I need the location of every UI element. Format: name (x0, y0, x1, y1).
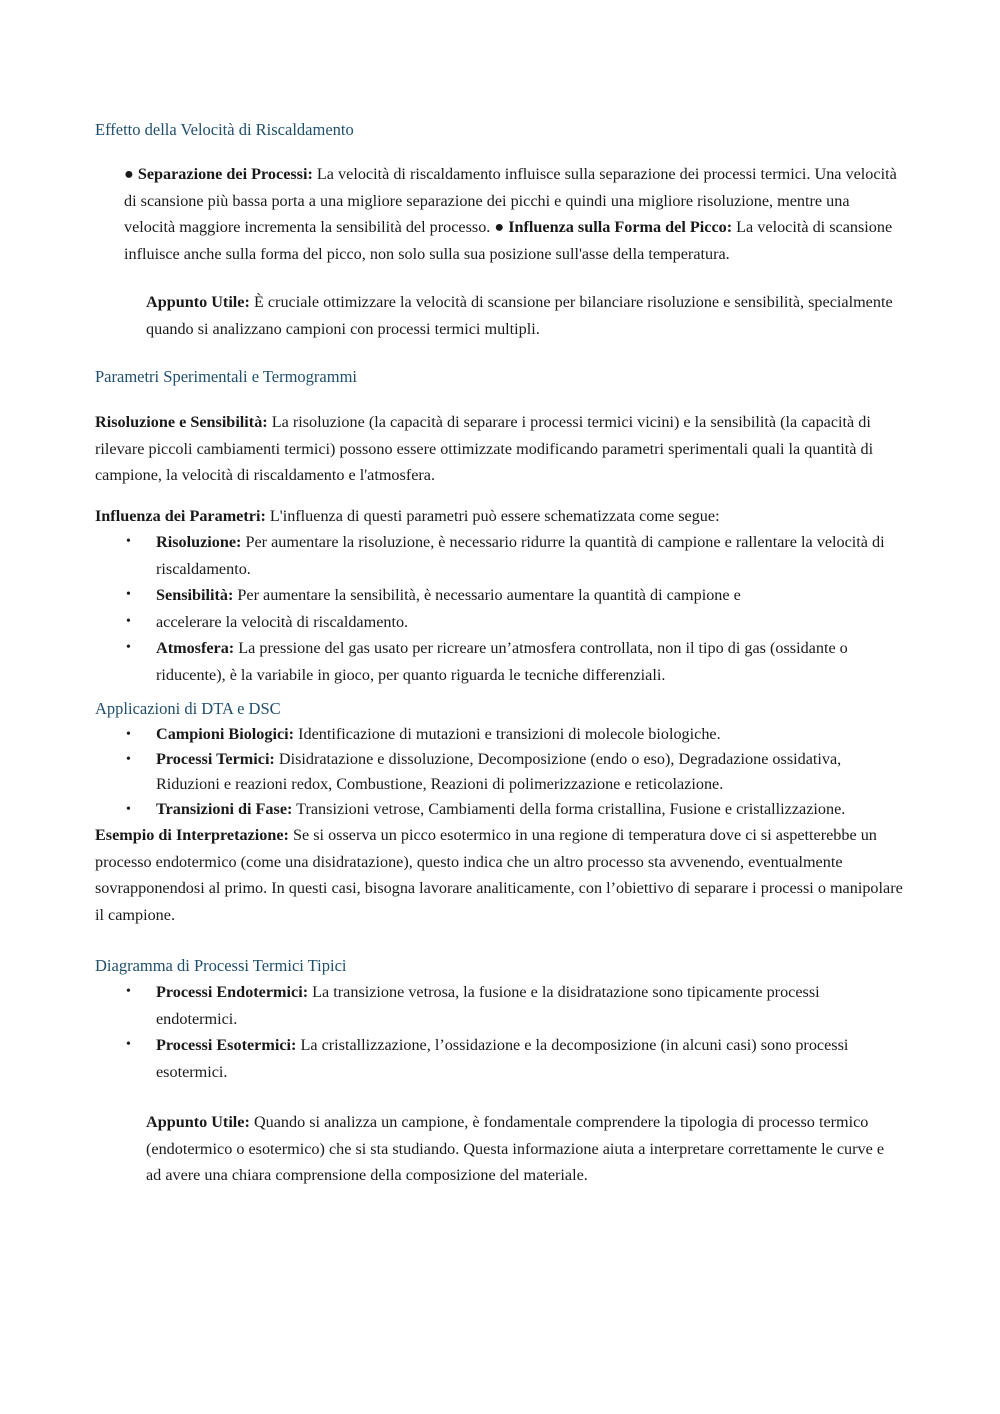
list-item (95, 529, 905, 582)
bullet-icon: • (126, 613, 131, 629)
item-label: Atmosfera: (156, 639, 235, 657)
bold-label: Influenza dei Parametri: (95, 506, 266, 525)
list-item (95, 722, 905, 747)
bullet-icon: • (126, 802, 131, 817)
parameters-influence-paragraph (95, 503, 905, 530)
list-item (95, 635, 905, 688)
paragraph-text: La risoluzione (la capacità di separare i processi termici vicini) e la sensibilità (la capacità di rilevare piccoli cambiamenti termici) possono essere ottimizzate modificando parametri sperimentali quali la quantità di campione, la velocità di riscaldamento e l'atmosfera. (95, 413, 874, 484)
note-label: Appunto Utile: (146, 293, 250, 311)
section-heading-parameters: Parametri Sperimentali e Termogrammi (95, 367, 358, 386)
applications-list (95, 722, 905, 822)
useful-note (146, 1109, 901, 1189)
interpretation-example-paragraph (95, 822, 905, 928)
resolution-sensitivity-paragraph (95, 409, 905, 489)
bullet-icon: • (126, 727, 131, 742)
paragraph-text: La velocità di scansione influisce anche sulla forma del picco, non solo sulla sua posizione sull'asse della temperatura. (124, 218, 893, 263)
note-text: Quando si analizza un campione, è fondamentale comprendere la tipologia di processo termico (endotermico o esotermico) che si sta studiando. Questa informazione aiuta a interpretare correttamente le curve e ad avere una chiara comprensione della composizione del materiale. (146, 1113, 885, 1184)
item-text: La transizione vetrosa, la fusione e la disidratazione sono tipicamente processi endotermici. (156, 983, 820, 1028)
bullet-icon: ● (124, 165, 134, 183)
section-heading-applications: Applicazioni di DTA e DSC (95, 699, 281, 718)
bullet-icon: • (126, 752, 131, 767)
list-item (95, 582, 905, 609)
list-item (95, 747, 905, 797)
item-text: Per aumentare la risoluzione, è necessario ridurre la quantità di campione e rallentare la velocità di riscaldamento. (156, 533, 885, 578)
item-text: Identificazione di mutazioni e transizioni di molecole biologiche. (294, 725, 721, 743)
heating-rate-paragraph (124, 161, 899, 267)
list-item (95, 609, 905, 636)
bullet-icon: • (126, 984, 131, 999)
paragraph-text: La velocità di riscaldamento influisce sulla separazione dei processi termici. Una velocità di scansione più bassa porta a una migliore separazione dei picchi e quindi una migliore risoluzione, mentre una velocità maggiore incrementa la sensibilità del processo. (124, 165, 897, 236)
bullet-icon: • (126, 587, 131, 602)
item-text: Transizioni vetrose, Cambiamenti della forma cristallina, Fusione e cristallizzazione. (292, 800, 846, 818)
item-text: accelerare la velocità di riscaldamento. (156, 612, 409, 631)
item-label: Transizioni di Fase: (156, 800, 293, 818)
note-label: Appunto Utile: (146, 1113, 250, 1131)
list-item (95, 1032, 905, 1085)
bullet-icon: • (126, 1037, 131, 1052)
section-heading-heating-rate: Effetto della Velocità di Riscaldamento (95, 120, 354, 139)
item-label: Processi Endotermici: (156, 983, 309, 1001)
bold-label: Separazione dei Processi: (137, 165, 313, 183)
document-page (95, 117, 905, 1189)
paragraph-text: Se si osserva un picco esotermico in una regione di temperatura dove ci si aspetterebbe un processo endotermico (come una disidratazione), questo indica che un altro processo sta avvenendo, eventualmente sovrapponendosi al primo. In questi casi, bisogna lavorare analiticamente, con l’obiettivo di separare i processi o manipolare il campione. (95, 826, 903, 924)
bullet-icon: ● (494, 218, 505, 236)
bullet-icon: • (126, 534, 131, 549)
bold-label: Risoluzione e Sensibilità: (95, 413, 268, 431)
typical-processes-list (95, 979, 905, 1085)
paragraph-text: L'influenza di questi parametri può essere schematizzata come segue: (265, 506, 720, 525)
item-text: Per aumentare la sensibilità, è necessario aumentare la quantità di campione e (233, 586, 741, 604)
item-label: Processi Termici: (156, 750, 275, 768)
bold-label: Esempio di Interpretazione: (95, 826, 289, 844)
item-label: Campioni Biologici: (156, 725, 295, 743)
list-item (95, 979, 905, 1032)
parameters-list (95, 529, 905, 688)
note-text: È cruciale ottimizzare la velocità di scansione per bilanciare risoluzione e sensibilità, specialmente quando si analizzano campioni con processi termici multipli. (146, 293, 893, 338)
item-text: Disidratazione e dissoluzione, Decomposizione (endo o eso), Degradazione ossidativa, Riduzioni e reazioni redox, Combustione, Reazioni di polimerizzazione e reticolazione. (156, 750, 842, 793)
bullet-icon: • (126, 640, 131, 655)
item-text: La pressione del gas usato per ricreare un’atmosfera controllata, non il tipo di gas (ossidante o riducente), è la variabile in gioco, per quanto riguarda le tecniche differenziali. (156, 639, 848, 684)
useful-note (146, 289, 901, 342)
section-heading-typical-processes: Diagramma di Processi Termici Tipici (95, 956, 347, 975)
item-label: Sensibilità: (156, 586, 234, 604)
item-label: Risoluzione: (156, 533, 242, 551)
list-item (95, 797, 905, 822)
item-text: La cristallizzazione, l’ossidazione e la decomposizione (in alcuni casi) sono processi esotermici. (156, 1036, 849, 1081)
item-label: Processi Esotermici: (156, 1036, 297, 1054)
bold-label: Influenza sulla Forma del Picco: (508, 218, 733, 236)
